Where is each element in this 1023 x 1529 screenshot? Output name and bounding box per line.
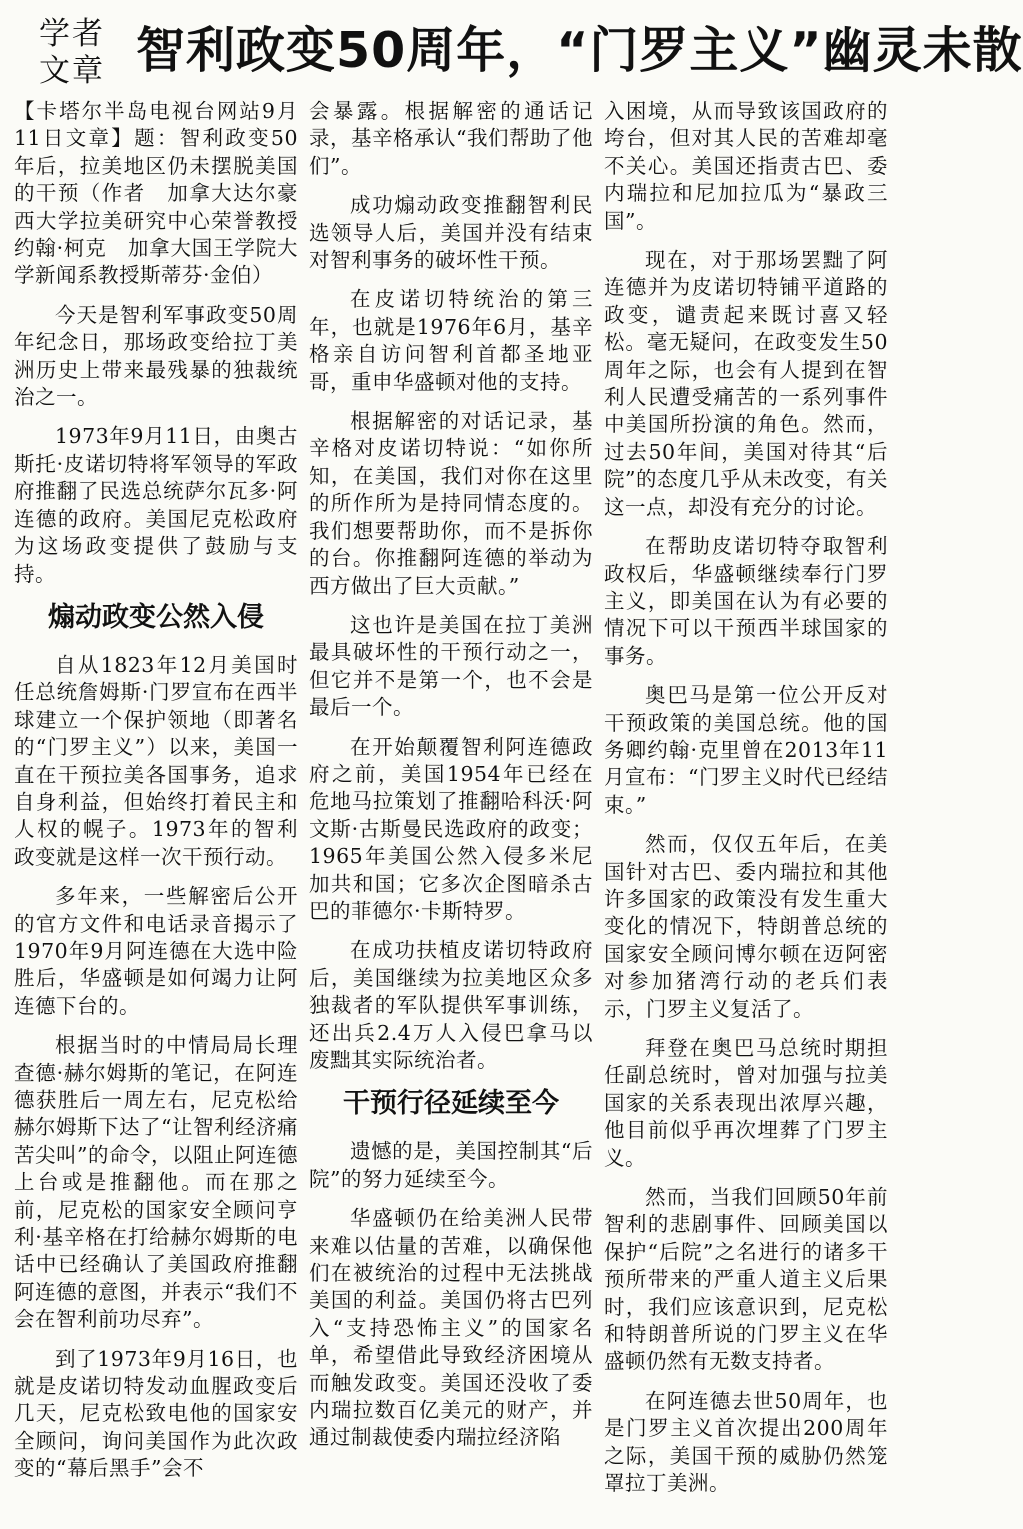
column-kicker: [34, 16, 110, 90]
body-paragraph: 自从1823年12月美国时任总统詹姆斯·门罗宣布在西半球建立一个保护领地（即著名的“门罗主义”）以来，美国一直在干预拉美各国事务，追求自身利益，但始终打着民主和人权的幌子。1973年的智利政变就是这样一次干预行动。: [14, 652, 298, 869]
article-body: [14, 98, 888, 1518]
section-heading: 干预行径延续至今: [343, 1088, 559, 1120]
kicker-line: 文章: [39, 53, 105, 89]
body-paragraph: 多年来，一些解密后公开的官方文件和电话录音揭示了1970年9月阿连德在大选中险胜后，华盛顿是如何竭力让阿连德下台的。: [14, 884, 298, 1018]
body-paragraph: 然而，当我们回顾50年前智利的悲剧事件、回顾美国以保护“后院”之名进行的诸多干预所带来的严重人道主义后果时，我们应该意识到，尼克松和特朗普所说的门罗主义在华盛顿仍然有无数支持者。: [604, 1185, 888, 1374]
text-column-2: [309, 98, 593, 1518]
body-paragraph: 现在，对于那场罢黜了阿连德并为皮诺切特铺平道路的政变，谴责起来既讨喜又轻松。毫无疑问，在政变发生50周年之际，也会有人提到在智利人民遭受痛苦的一系列事件中美国所扮演的角色。然而，过去50年间，美国对待其“后院”的态度几乎从未改变，有关这一点，却没有充分的讨论。: [604, 248, 888, 519]
body-paragraph: 入困境，从而导致该国政府的垮台，但对其人民的苦难却毫不关心。美国还指责古巴、委内瑞拉和尼加拉瓜为“暴政三国”。: [604, 99, 888, 233]
body-paragraph: 在成功扶植皮诺切特政府后，美国继续为拉美地区众多独裁者的军队提供军事训练，还出兵2.4万人入侵巴拿马以废黜其实际统治者。: [309, 938, 593, 1072]
text-column-1: [14, 98, 298, 1518]
body-paragraph: 1973年9月11日，由奥古斯托·皮诺切特将军领导的军政府推翻了民选总统萨尔瓦多·阿连德的政府。美国尼克松政府为这场政变提供了鼓励与支持。: [14, 424, 298, 586]
body-paragraph: 会暴露。根据解密的通话记录，基辛格承认“我们帮助了他们”。: [309, 99, 593, 178]
body-paragraph: 根据解密的对话记录，基辛格对皮诺切特说：“如你所知，在美国，我们对你在这里的所作所为是持同情态度的。我们想要帮助你，而不是拆你的台。你推翻阿连德的举动为西方做出了巨大贡献。”: [309, 409, 593, 598]
article-header: [0, 0, 1023, 92]
body-paragraph: 奥巴马是第一位公开反对干预政策的美国总统。他的国务卿约翰·克里曾在2013年11月宣布：“门罗主义时代已经结束。”: [604, 683, 888, 817]
body-paragraph: 华盛顿仍在给美洲人民带来难以估量的苦难，以确保他们在被统治的过程中无法挑战美国的利益。美国仍将古巴列入“支持恐怖主义”的国家名单，希望借此导致经济困境从而触发政变。美国还没收了委内瑞拉数百亿美元的财产，并通过制裁使委内瑞拉经济陷: [309, 1206, 593, 1450]
body-paragraph: 然而，仅仅五年后，在美国针对古巴、委内瑞拉和其他许多国家的政策没有发生重大变化的情况下，特朗普总统的国家安全顾问博尔顿在迈阿密对参加猪湾行动的老兵们表示，门罗主义复活了。: [604, 832, 888, 1021]
body-paragraph: 这也许是美国在拉丁美洲最具破坏性的干预行动之一，但它并不是第一个，也不会是最后一个。: [309, 612, 593, 720]
body-paragraph: 遗憾的是，美国控制其“后院”的努力延续至今。: [309, 1139, 593, 1191]
section-heading: 煽动政变公然入侵: [48, 601, 264, 633]
body-paragraph: 成功煽动政变推翻智利民选领导人后，美国并没有结束对智利事务的破坏性干预。: [309, 193, 593, 273]
text-column-3: [604, 98, 888, 1518]
body-paragraph: 在皮诺切特统治的第三年，也就是1976年6月，基辛格亲自访问智利首都圣地亚哥，重申华盛顿对他的支持。: [309, 287, 593, 394]
article-headline: 智利政变50周年，“门罗主义”幽灵未散: [136, 22, 1023, 79]
body-paragraph: 在开始颠覆智利阿连德政府之前，美国1954年已经在危地马拉策划了推翻哈科沃·阿文斯·古斯曼民选政府的政变；1965年美国公然入侵多米尼加共和国；它多次企图暗杀古巴的菲德尔·卡斯特罗。: [309, 734, 593, 923]
body-paragraph: 拜登在奥巴马总统时期担任副总统时，曾对加强与拉美国家的关系表现出浓厚兴趣，他目前似乎再次埋葬了门罗主义。: [604, 1036, 888, 1170]
body-paragraph: 在帮助皮诺切特夺取智利政权后，华盛顿继续奉行门罗主义，即美国在认为有必要的情况下可以干预西半球国家的事务。: [604, 534, 888, 668]
body-paragraph: 到了1973年9月16日，也就是皮诺切特发动血腥政变后几天，尼克松致电他的国家安全顾问，询问美国作为此次政变的“幕后黑手”会不: [14, 1346, 298, 1481]
body-paragraph: 根据当时的中情局局长理查德·赫尔姆斯的笔记，在阿连德获胜后一周左右，尼克松给赫尔姆斯下达了“让智利经济痛苦尖叫”的命令，以阻止阿连德上台或是推翻他。而在那之前，尼克松的国家安全顾问亨利·基辛格在打给赫尔姆斯的电话中已经确认了美国政府推翻阿连德的意图，并表示“我们不会在智利前功尽弃”。: [14, 1033, 298, 1332]
body-paragraph: 在阿连德去世50周年，也是门罗主义首次提出200周年之际，美国干预的威胁仍然笼罩拉丁美洲。: [604, 1388, 888, 1496]
article-lead-paragraph: 【卡塔尔半岛电视台网站9月11日文章】题：智利政变50年后，拉美地区仍未摆脱美国的干预（作者 加拿大达尔豪西大学拉美研究中心荣誉教授约翰·柯克 加拿大国王学院大学新闻系教授斯蒂芬·金伯）: [14, 99, 298, 288]
body-paragraph: 今天是智利军事政变50周年纪念日，那场政变给拉丁美洲历史上带来最残暴的独裁统治之一。: [14, 302, 298, 410]
kicker-line: 学者: [39, 16, 105, 52]
